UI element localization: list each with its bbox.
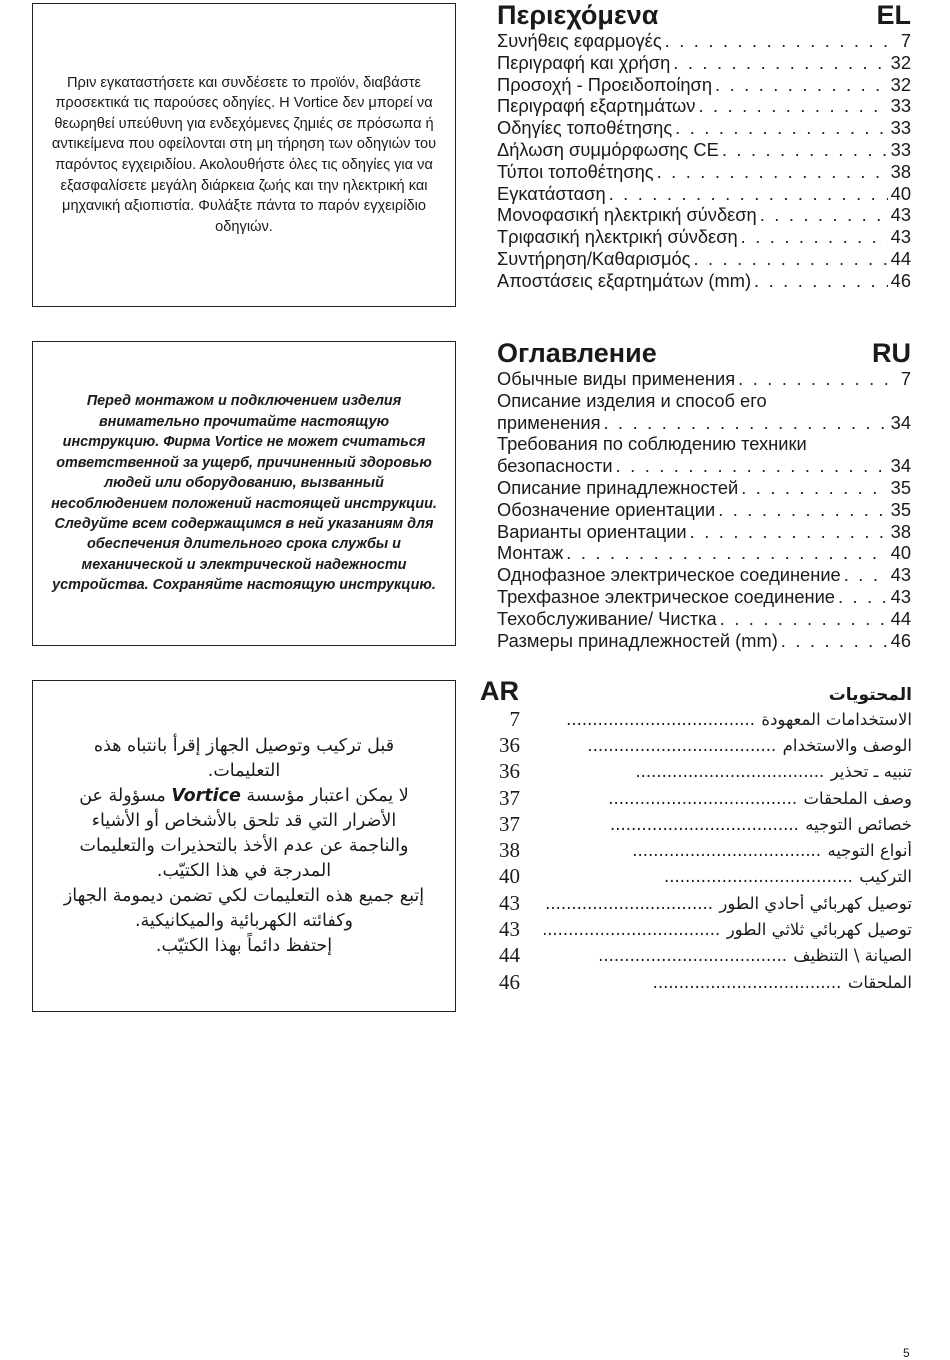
toc-ar-title: المحتويات <box>828 685 912 705</box>
leader-dots <box>616 455 888 477</box>
toc-entry-label-wrap <box>544 789 912 808</box>
toc-entry-label: применения <box>497 411 601 433</box>
toc-entry-page: 46 <box>890 629 911 651</box>
notice-ar-p2 <box>63 784 425 884</box>
toc-entry-page: 7 <box>900 30 911 51</box>
toc-entry <box>480 969 912 995</box>
leader-dots <box>665 30 898 52</box>
toc-entry-label: Варианты ориентации <box>497 520 687 542</box>
toc-entry-page: 34 <box>890 411 911 433</box>
leader-dots <box>610 815 800 834</box>
toc-entry-page: 43 <box>499 917 520 942</box>
toc-entry <box>497 95 911 117</box>
toc-entry-label: Трехфазное электрическое соединение <box>497 585 835 607</box>
toc-entry <box>480 890 912 916</box>
leader-dots <box>754 270 888 292</box>
leader-dots <box>738 368 898 390</box>
toc-entry <box>497 499 911 521</box>
toc-el-header <box>497 0 911 30</box>
toc-entry <box>497 52 911 74</box>
toc-entry <box>497 74 911 96</box>
toc-entry-page: 46 <box>890 269 911 291</box>
leader-dots <box>675 117 887 139</box>
toc-entry-label: Однофазное электрическое соединение <box>497 564 841 586</box>
toc-entry-label-wrap <box>544 710 912 729</box>
toc-entry-label: الاستخدامات المعهودة <box>761 709 912 729</box>
leader-dots <box>664 867 854 886</box>
toc-entry-page: 43 <box>890 564 911 586</box>
toc-entry-page: 36 <box>499 732 520 757</box>
toc-el-list <box>497 30 911 292</box>
leader-dots <box>690 521 888 543</box>
toc-entry-label-wrap <box>544 894 912 913</box>
toc-entry-page: 40 <box>890 182 911 204</box>
toc-ru-code: RU <box>872 338 911 368</box>
leader-dots <box>698 95 887 117</box>
toc-entry-page: 37 <box>499 811 520 836</box>
toc-entry-label-wrap <box>544 736 912 755</box>
leader-dots <box>587 736 777 755</box>
toc-entry-label: Τριφασική ηλεκτρική σύνδεση <box>497 226 738 248</box>
toc-entry-page: 43 <box>890 585 911 607</box>
leader-dots <box>844 564 888 586</box>
toc-entry-label: Προσοχή - Προειδοποίηση <box>497 73 713 95</box>
leader-dots <box>632 841 822 860</box>
toc-entry-label: Αποστάσεις εξαρτημάτων (mm) <box>497 269 752 291</box>
toc-entry-label: безопасности <box>497 455 613 477</box>
notice-box-ar <box>32 680 456 1012</box>
leader-dots <box>566 710 756 729</box>
toc-ar-code: AR <box>480 676 519 706</box>
toc-entry <box>497 30 911 52</box>
toc-entry <box>497 630 911 652</box>
toc-entry-label: توصيل كهربائي أحادي الطور <box>719 893 912 913</box>
toc-entry <box>497 139 911 161</box>
leader-dots <box>603 412 887 434</box>
leader-dots <box>653 973 843 992</box>
toc-el-title: Περιεχόμενα <box>497 0 659 30</box>
toc-entry <box>480 916 912 942</box>
leader-dots <box>544 894 714 913</box>
toc-entry-page: 40 <box>890 542 911 564</box>
toc-entry <box>480 943 912 969</box>
toc-entry-label: Описание принадлежностей <box>497 476 739 498</box>
toc-entry <box>497 412 911 434</box>
notice-ar-p4: إحتفظ دائماً بهذا الكتيّب. <box>155 935 333 956</box>
leader-dots <box>566 542 887 564</box>
leader-dots <box>741 477 887 499</box>
notice-text-ar <box>33 734 455 959</box>
toc-ru-title: Оглавление <box>497 338 657 368</box>
toc-entry-label-wrap <box>544 841 912 860</box>
leader-dots <box>760 204 888 226</box>
notice-text-el: Πριν εγκαταστήσετε και συνδέσετε το προϊόν, διαβάστε προσεκτικά τις παρούσες οδηγίες. Η Vortice δεν μπορεί να θεωρηθεί υπεύθυνη για ενδεχόμενες ζημιές σε πρόσωπα ή αντικείμενα που οφείλονται στη μη τήρηση των οδηγιών του παρόντος εγχειριδίου. Ακολουθήστε όλες τις οδηγίες για να εξασφαλίσετε μεγάλη διάρκεια ζωής και την ηλεκτρική και μηχανική αξιοπιστία. Φυλάξτε πάντα το παρόν εγχειρίδιο οδηγιών. <box>51 74 437 235</box>
toc-ar-list <box>480 706 912 995</box>
toc-entry-label: أنواع التوجيه <box>827 841 912 861</box>
toc-entry <box>497 204 911 226</box>
toc-entry <box>497 368 911 390</box>
toc-entry-label: Τύποι τοποθέτησης <box>497 160 654 182</box>
toc-entry-label: Περιγραφή και χρήση <box>497 51 671 73</box>
toc-entry-page: 44 <box>890 247 911 269</box>
leader-dots <box>657 161 888 183</box>
toc-entry-label: Συνήθεις εφαρμογές <box>497 30 662 51</box>
toc-entry <box>480 759 912 785</box>
toc-entry-page: 37 <box>499 785 520 810</box>
toc-entry-label: Περιγραφή εξαρτημάτων <box>497 95 696 117</box>
toc-entry <box>497 542 911 564</box>
toc-entry-page: 34 <box>890 455 911 477</box>
toc-entry-label: الوصف والاستخدام <box>782 735 912 755</box>
toc-entry-label: Техобслуживание/ Чистка <box>497 607 717 629</box>
toc-ru-header <box>497 338 911 368</box>
toc-entry <box>497 117 911 139</box>
toc-entry-label-wrap <box>544 762 912 781</box>
toc-entry-page: 43 <box>499 890 520 915</box>
toc-entry-line: Описание изделия и способ его <box>497 389 767 411</box>
toc-entry <box>497 586 911 608</box>
toc-entry <box>497 161 911 183</box>
brand-name: Vortice <box>171 785 241 806</box>
toc-entry-page: 38 <box>890 520 911 542</box>
toc-el-code: EL <box>876 0 911 30</box>
toc-entry-page: 32 <box>890 51 911 73</box>
notice-ar-p2-after: مسؤولة عن الأضرار التي قد تلحق بالأشخاص أو الأشياء والناجمة عن عدم الأخذ بالتحذيرات والتعليمات المدرجة في هذا الكتيّب. <box>79 785 409 881</box>
toc-entry <box>480 811 912 837</box>
toc-entry-label: Δήλωση συμμόρφωσης CE <box>497 138 719 160</box>
toc-entry-label: الملحقات <box>847 972 912 992</box>
toc-entry-label: التركيب <box>859 867 912 887</box>
toc-ru <box>497 338 911 651</box>
toc-entry-label: Συντήρηση/Καθαρισμός <box>497 247 691 269</box>
toc-entry-page: 33 <box>890 95 911 117</box>
toc-entry-line: Требования по соблюдению техники <box>497 433 807 455</box>
toc-entry-label: توصيل كهربائي ثلاثي الطور <box>726 920 912 940</box>
toc-entry-label: Обозначение ориентации <box>497 498 716 520</box>
toc-entry-label: Монтаж <box>497 542 564 564</box>
leader-dots <box>673 52 887 74</box>
toc-entry-label: وصف الملحقات <box>803 788 912 808</box>
leader-dots <box>722 139 888 161</box>
toc-entry-page: 36 <box>499 759 520 784</box>
leader-dots <box>598 946 788 965</box>
toc-entry <box>480 732 912 758</box>
toc-entry <box>497 270 911 292</box>
toc-entry <box>497 608 911 630</box>
toc-entry-page: 43 <box>890 226 911 248</box>
toc-entry <box>480 864 912 890</box>
toc-entry-page: 7 <box>900 368 911 389</box>
notice-ar-p1: قبل تركيب وتوصيل الجهاز إقرأ بانتباه هذه التعليمات. <box>93 735 395 781</box>
toc-entry-label: خصائص التوجيه <box>805 814 912 834</box>
toc-el <box>497 0 911 292</box>
toc-entry-page: 7 <box>509 706 520 731</box>
leader-dots <box>609 183 888 205</box>
notice-ar-p3: إتبع جميع هذه التعليمات لكي تضمن ديمومة الجهاز وكفائته الكهربائية والميكانيكية. <box>63 885 425 931</box>
toc-entry-page: 33 <box>890 117 911 139</box>
notice-box-el <box>32 3 456 307</box>
toc-entry-label: Οδηγίες τοποθέτησης <box>497 117 673 139</box>
toc-entry-page: 40 <box>499 864 520 889</box>
toc-entry <box>497 248 911 270</box>
toc-entry-page: 46 <box>499 969 520 994</box>
toc-entry-page: 32 <box>890 73 911 95</box>
toc-entry-page: 38 <box>890 160 911 182</box>
leader-dots <box>715 74 888 96</box>
toc-ar <box>480 676 912 995</box>
toc-entry <box>480 785 912 811</box>
toc-entry-label: Размеры принадлежностей (mm) <box>497 629 778 651</box>
notice-text-ru: Перед монтажом и подключением изделия внимательно прочитайте настоящую инструкцию. Фирма Vortice не может считаться ответственной за ущерб, причиненный здоровью людей или оборудованию, вызванный несоблюдением положений настоящей инструкции. Следуйте всем содержащимся в ней указаниям для обеспечения длительного срока службы и механической и электрической надежности устройства. Сохраняйте настоящую инструкцию. <box>51 393 437 594</box>
leader-dots <box>635 762 825 781</box>
leader-dots <box>608 789 798 808</box>
toc-entry-label: تنبيه ـ تحذير <box>830 762 912 782</box>
leader-dots <box>544 920 721 939</box>
leader-dots <box>720 608 888 630</box>
toc-entry-label-wrap <box>544 973 912 992</box>
toc-entry-page: 38 <box>499 838 520 863</box>
toc-entry-page: 35 <box>890 476 911 498</box>
toc-ru-list <box>497 477 911 651</box>
toc-entry-label-wrap <box>544 867 912 886</box>
toc-entry-label-wrap <box>544 815 912 834</box>
toc-entry-page: 35 <box>890 498 911 520</box>
toc-entry-label: Μονοφασική ηλεκτρική σύνδεση <box>497 204 757 226</box>
leader-dots <box>693 248 887 270</box>
notice-box-ru <box>32 341 456 646</box>
leader-dots <box>718 499 887 521</box>
notice-ar-p2-before: لا يمكن اعتبار مؤسسة <box>240 785 409 806</box>
toc-entry-label-wrap <box>544 946 912 965</box>
toc-entry-label: الصيانة \ التنظيف <box>793 946 912 966</box>
toc-entry <box>497 521 911 543</box>
toc-entry <box>480 706 912 732</box>
toc-entry-page: 44 <box>890 607 911 629</box>
toc-entry <box>497 183 911 205</box>
toc-entry <box>497 564 911 586</box>
toc-entry <box>480 837 912 863</box>
toc-entry-page: 43 <box>890 204 911 226</box>
toc-entry <box>497 477 911 499</box>
toc-entry-label: Εγκατάσταση <box>497 182 606 204</box>
page-number: 5 <box>903 1346 910 1360</box>
leader-dots <box>781 630 888 652</box>
leader-dots <box>838 586 888 608</box>
toc-entry-page: 33 <box>890 138 911 160</box>
toc-ar-header <box>480 676 912 706</box>
toc-entry <box>497 455 911 477</box>
toc-entry-label-wrap <box>544 920 912 939</box>
toc-entry <box>497 226 911 248</box>
toc-entry-label: Обычные виды применения <box>497 368 736 389</box>
leader-dots <box>741 226 888 248</box>
toc-entry-page: 44 <box>499 943 520 968</box>
